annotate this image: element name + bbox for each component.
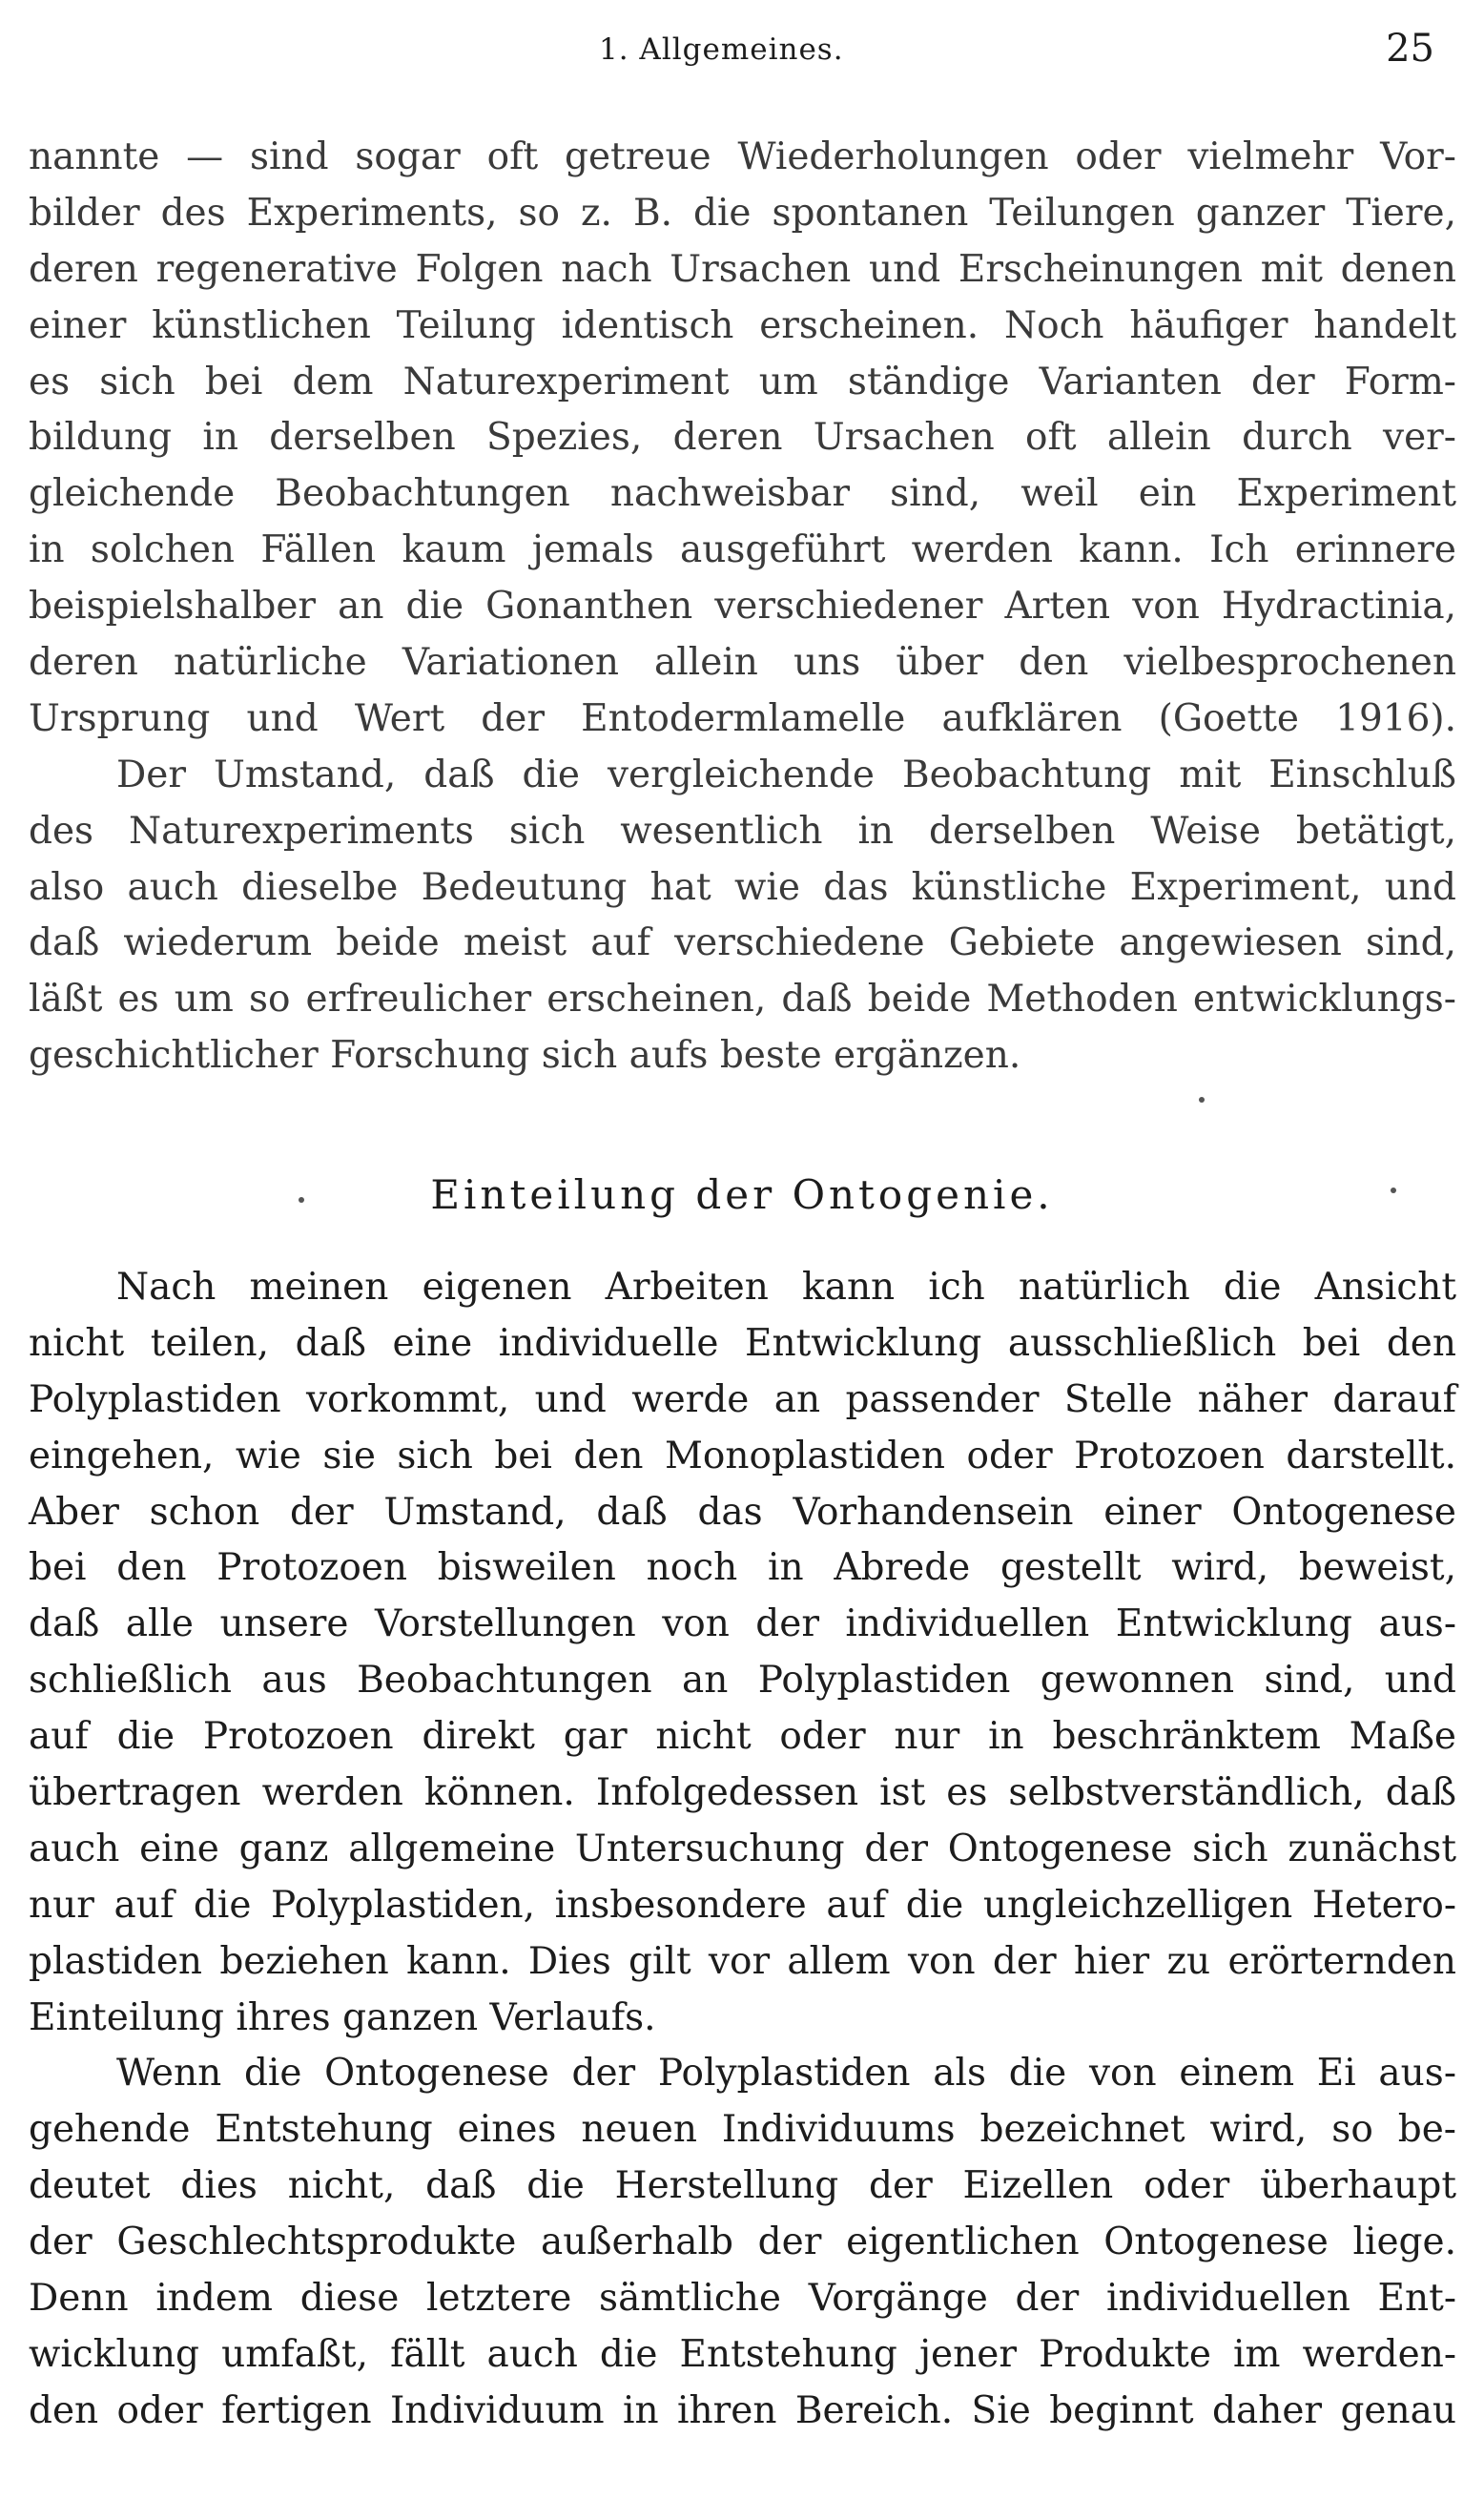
text-line: deren natürliche Variationen allein uns über den vielbesprochenen (29, 641, 1456, 685)
print-speck (1199, 1097, 1205, 1103)
text-line: auch eine ganz allgemeine Untersuchung der Ontogenese sich zunächst (29, 1827, 1456, 1870)
running-head (0, 27, 1484, 74)
text-block-section-1 (29, 130, 1456, 1084)
section-heading: Einteilung der Ontogenie. (430, 1171, 1054, 1218)
text-line: beispielshalber an die Gonanthen verschiedener Arten von Hydractinia, (29, 585, 1456, 629)
text-line: Ursprung und Wert der Entodermlamelle aufklären (Goette 1916). (29, 696, 1456, 740)
text-block-section-2 (29, 1260, 1456, 2440)
text-line: geschichtlicher Forschung sich aufs beste ergänzen. (29, 1034, 1021, 1078)
print-speck (299, 1197, 304, 1203)
text-line: daß wiederum beide meist auf verschiedene Gebiete angewiesen sind, (29, 921, 1456, 965)
text-line: nur auf die Polyplastiden, insbesondere auf die ungleichzelligen Hetero- (29, 1883, 1456, 1927)
text-line: deutet dies nicht, daß die Herstellung der Eizellen oder überhaupt (29, 2164, 1456, 2208)
text-line: daß alle unsere Vorstellungen von der individuellen Entwicklung aus- (29, 1602, 1456, 1646)
text-line: Polyplastiden vorkommt, und werde an passender Stelle näher darauf (29, 1377, 1456, 1421)
text-line: Denn indem diese letztere sämtliche Vorgänge der individuellen Ent- (29, 2277, 1456, 2321)
text-line: läßt es um so erfreulicher erscheinen, daß beide Methoden entwicklungs- (29, 978, 1456, 1022)
text-line: nicht teilen, daß eine individuelle Entwicklung ausschließlich bei den (29, 1321, 1456, 1365)
text-line: übertragen werden können. Infolgedessen ist es selbstverständlich, daß (29, 1771, 1456, 1815)
text-line: es sich bei dem Naturexperiment um ständige Varianten der Form- (29, 360, 1456, 403)
text-line: gleichende Beobachtungen nachweisbar sind, weil ein Experiment (29, 472, 1456, 516)
page-number: 25 (1386, 27, 1434, 71)
text-line: in solchen Fällen kaum jemals ausgeführt werden kann. Ich erinnere (29, 528, 1456, 572)
text-line: den oder fertigen Individuum in ihren Bereich. Sie beginnt daher genau (29, 2388, 1456, 2432)
text-line: Einteilung ihres ganzen Verlaufs. (29, 1995, 656, 2039)
text-line: Der Umstand, daß die vergleichende Beobachtung mit Einschluß (116, 753, 1456, 796)
text-line: bilder des Experiments, so z. B. die spontanen Teilungen ganzer Tiere, (29, 191, 1456, 235)
text-line: auf die Protozoen direkt gar nicht oder nur in beschränktem Maße (29, 1715, 1456, 1759)
text-line: wicklung umfaßt, fällt auch die Entstehung jener Produkte im werden- (29, 2332, 1456, 2376)
text-line: eingehen, wie sie sich bei den Monoplastiden oder Protozoen darstellt. (29, 1434, 1456, 1477)
text-line: Nach meinen eigenen Arbeiten kann ich natürlich die Ansicht (116, 1266, 1456, 1309)
text-line: plastiden beziehen kann. Dies gilt vor allem von der hier zu erörternden (29, 1939, 1456, 1983)
text-line: Aber schon der Umstand, daß das Vorhandensein einer Ontogenese (29, 1490, 1456, 1534)
text-line: einer künstlichen Teilung identisch erscheinen. Noch häufiger handelt (29, 303, 1456, 347)
text-line: bildung in derselben Spezies, deren Ursachen oft allein durch ver- (29, 416, 1456, 460)
running-title: 1. Allgemeines. (599, 32, 844, 67)
text-line: Wenn die Ontogenese der Polyplastiden als die von einem Ei aus- (116, 2052, 1456, 2096)
text-line: gehende Entstehung eines neuen Individuums bezeichnet wird, so be- (29, 2108, 1456, 2152)
text-line: also auch dieselbe Bedeutung hat wie das künstliche Experiment, und (29, 865, 1456, 909)
text-line: deren regenerative Folgen nach Ursachen und Erscheinungen mit denen (29, 247, 1456, 291)
print-speck (1391, 1188, 1396, 1193)
text-line: der Geschlechtsprodukte außerhalb der eigentlichen Ontogenese liege. (29, 2220, 1456, 2264)
text-line: nannte — sind sogar oft getreue Wiederholungen oder vielmehr Vor- (29, 135, 1456, 178)
text-line: des Naturexperiments sich wesentlich in derselben Weise betätigt, (29, 809, 1456, 853)
text-line: bei den Protozoen bisweilen noch in Abrede gestellt wird, beweist, (29, 1546, 1456, 1590)
text-line: schließlich aus Beobachtungen an Polyplastiden gewonnen sind, und (29, 1659, 1456, 1703)
